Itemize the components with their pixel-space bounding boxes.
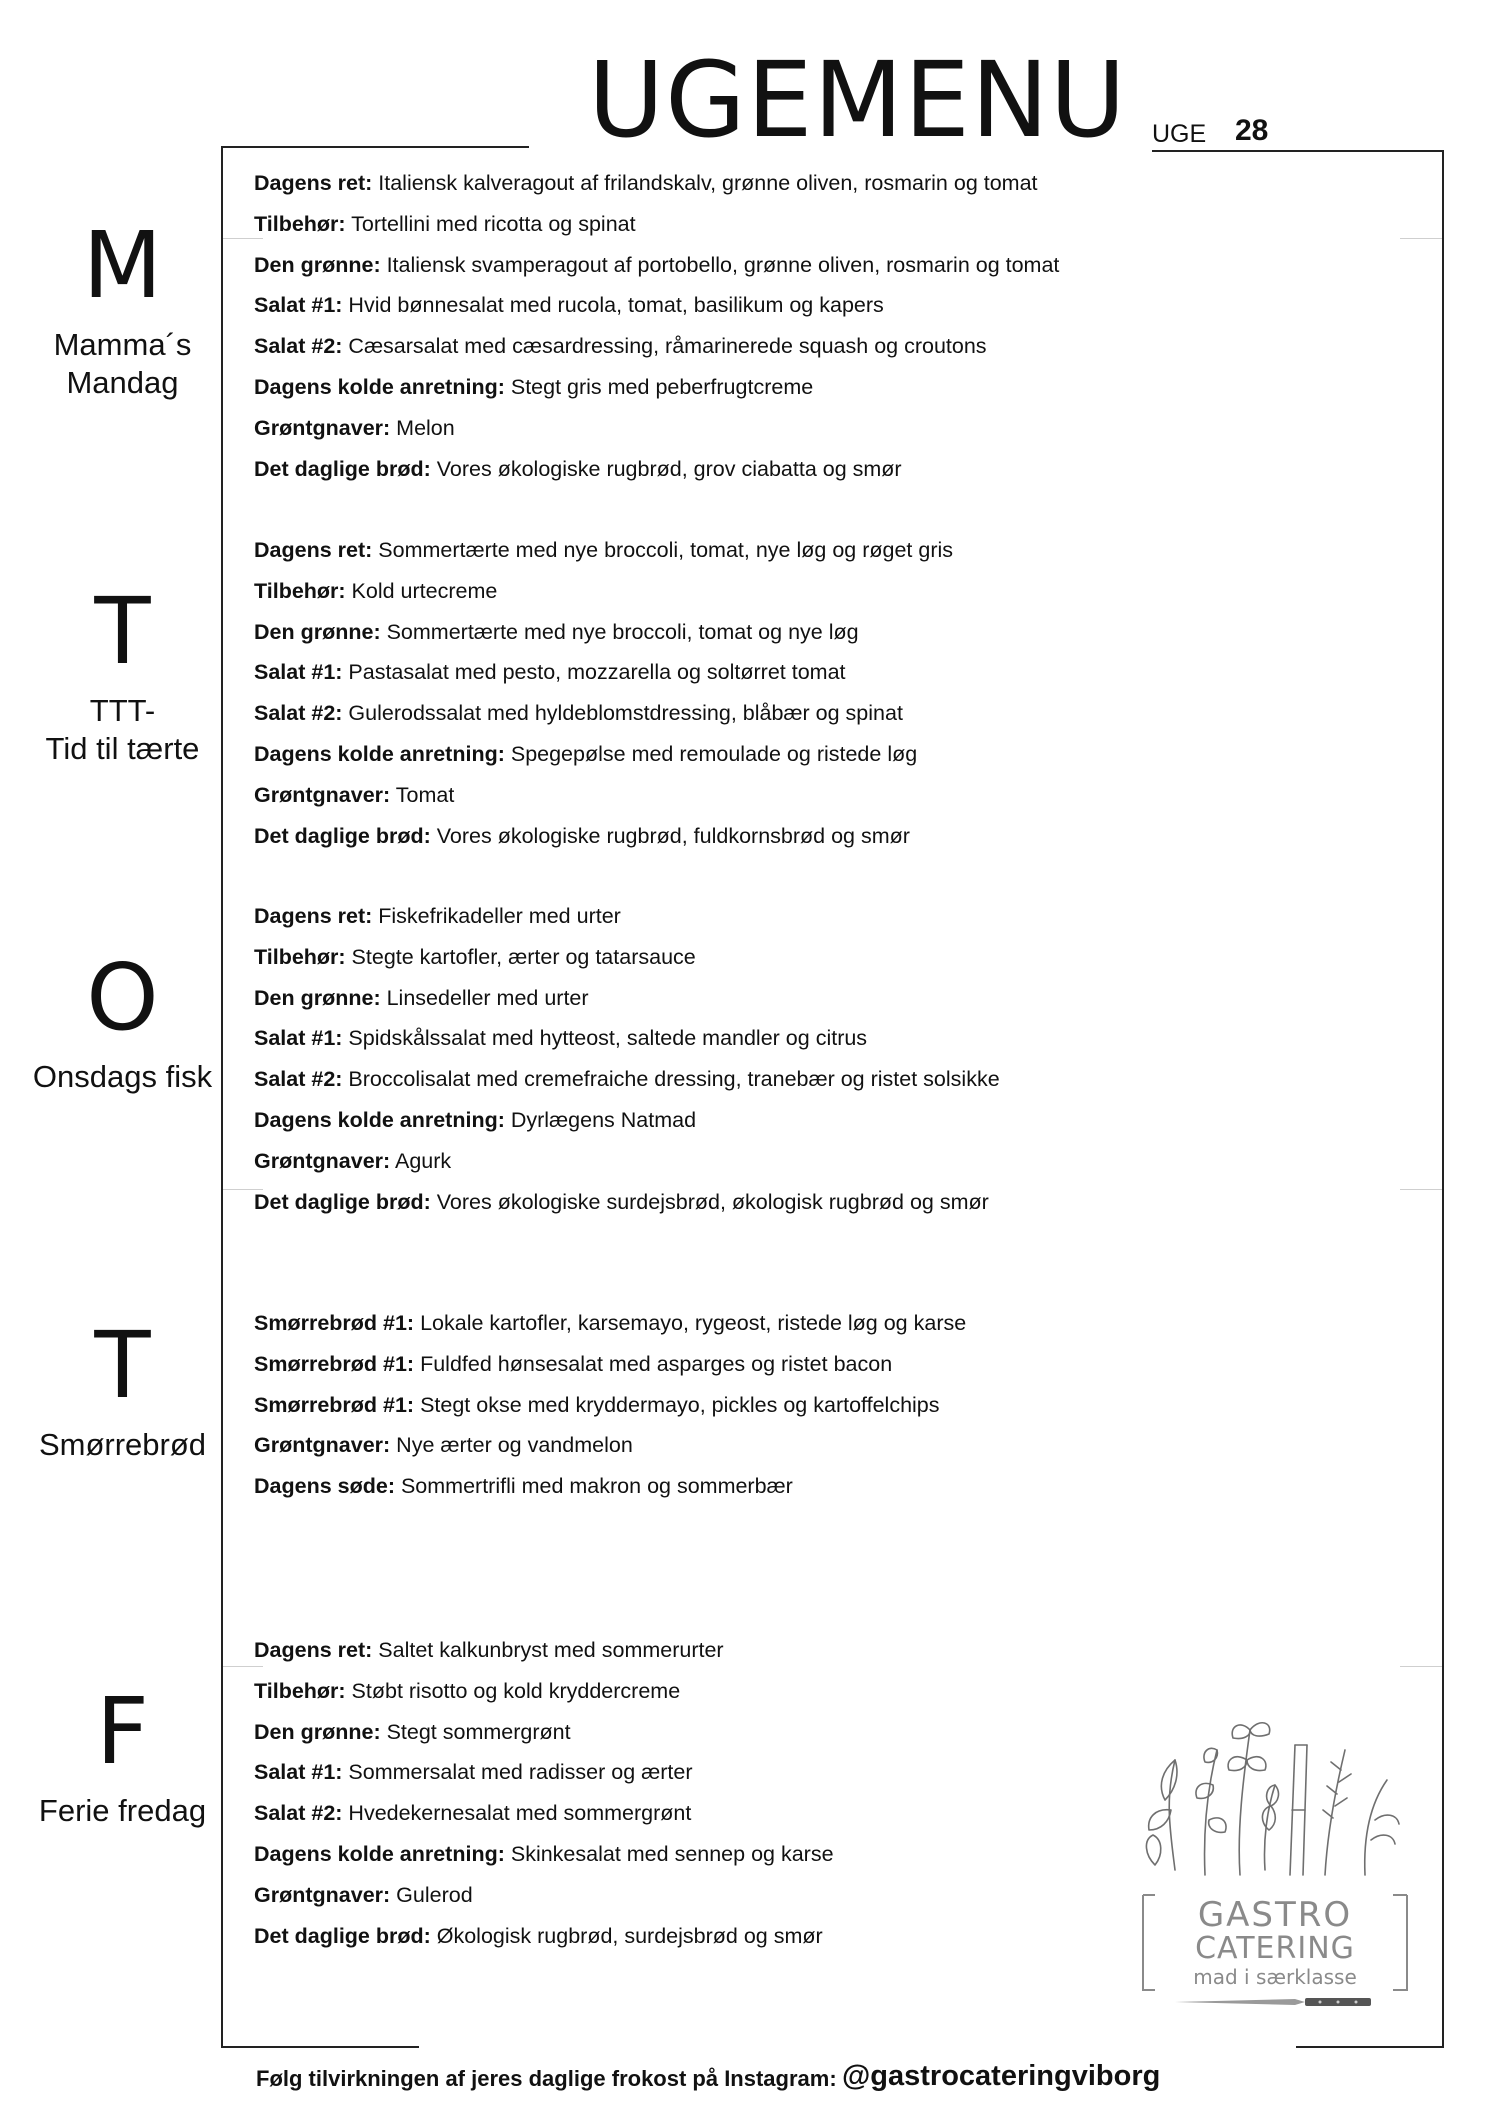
menu-item-text: Sommertærte med nye broccoli, tomat og nye løg — [380, 619, 859, 644]
menu-item — [254, 1018, 1214, 1059]
separator-line — [1400, 1666, 1442, 1667]
menu-item — [254, 1466, 1214, 1507]
day-letter: O — [86, 944, 159, 1051]
menu-item-text: Hvedekernesalat med sommergrønt — [342, 1801, 692, 1826]
menu-item-label: Dagens søde: — [254, 1474, 395, 1499]
menu-item — [254, 1875, 1214, 1916]
menu-item — [254, 612, 1214, 653]
menu-item-label: Salat #1: — [254, 293, 343, 318]
menu-item-label: Tilbehør: — [254, 578, 346, 603]
day-letter: T — [94, 578, 151, 685]
menu-thursday — [254, 1303, 1214, 1507]
menu-item — [254, 163, 1214, 204]
day-name-line: TTT- — [89, 693, 156, 728]
week-label: UGE — [1152, 120, 1207, 148]
menu-item-text: Cæsarsalat med cæsardressing, råmarinerede squash og croutons — [342, 334, 987, 359]
menu-item-label: Dagens kolde anretning: — [254, 374, 505, 399]
menu-item — [254, 1059, 1214, 1100]
day-label-monday — [20, 212, 225, 402]
page-title: UGEMENU — [588, 39, 1127, 161]
menu-item-text: Økologisk rugbrød, surdejsbrød og smør — [430, 1923, 823, 1948]
menu-item-text: Pastasalat med pesto, mozzarella og soltørret tomat — [342, 660, 846, 685]
menu-item-text: Spegepølse med remoulade og ristede løg — [504, 741, 918, 766]
menu-item-text: Sommertrifli med makron og sommerbær — [394, 1474, 793, 1499]
menu-item-text: Melon — [390, 415, 455, 440]
menu-item-label: Dagens ret: — [254, 538, 373, 562]
menu-item-text: Hvid bønnesalat med rucola, tomat, basilikum og kapers — [342, 293, 884, 318]
menu-item-text: Kold urtecreme — [345, 578, 498, 603]
menu-item — [254, 937, 1214, 978]
menu-item-label: Grøntgnaver: — [254, 1433, 391, 1458]
menu-item-text: Gulerod — [390, 1882, 473, 1907]
menu-item-label: Grøntgnaver: — [254, 1882, 391, 1907]
menu-item — [254, 245, 1214, 286]
menu-item-label: Salat #1: — [254, 1026, 343, 1051]
menu-item-label: Tilbehør: — [254, 1678, 346, 1703]
menu-item-text: Dyrlægens Natmad — [504, 1107, 697, 1132]
day-name-line: Tid til tærte — [45, 731, 200, 766]
menu-item — [254, 734, 1214, 775]
menu-item-text: Sommersalat med radisser og ærter — [342, 1760, 693, 1785]
herbs-illustration-icon — [1135, 1690, 1415, 2010]
menu-item — [254, 1671, 1214, 1712]
logo-line-2: CATERING — [1195, 1931, 1355, 1966]
separator-line — [1400, 1189, 1442, 1190]
menu-item — [254, 1425, 1214, 1466]
frame-bottom-left — [221, 2046, 419, 2048]
menu-tuesday — [254, 530, 1214, 856]
menu-item-text: Spidskålssalat med hytteost, saltede mandler og citrus — [342, 1026, 868, 1051]
menu-monday — [254, 163, 1214, 489]
menu-item — [254, 652, 1214, 693]
menu-item-text: Vores økologiske surdejsbrød, økologisk rugbrød og smør — [430, 1189, 989, 1214]
menu-item-label: Den grønne: — [254, 619, 381, 644]
menu-friday — [254, 1630, 1214, 1956]
menu-item — [254, 449, 1214, 490]
menu-item-text: Italiensk kalveragout af frilandskalv, grønne oliven, rosmarin og tomat — [372, 171, 1038, 195]
day-name — [20, 326, 225, 402]
menu-item-text: Saltet kalkunbryst med sommerurter — [372, 1638, 724, 1662]
menu-item-text: Linsedeller med urter — [380, 985, 589, 1010]
menu-item — [254, 1344, 1214, 1385]
frame-right — [1442, 150, 1444, 2048]
menu-item — [254, 408, 1214, 449]
day-name-line: Mandag — [66, 365, 179, 400]
menu-item-label: Salat #2: — [254, 1067, 343, 1092]
menu-item-label: Grøntgnaver: — [254, 415, 391, 440]
menu-item-text: Stegt gris med peberfrugtcreme — [504, 374, 814, 399]
menu-item-label: Dagens kolde anretning: — [254, 1107, 505, 1132]
separator-line — [1400, 238, 1442, 239]
menu-item-label: Salat #2: — [254, 1801, 343, 1826]
menu-item-text: Stegt okse med kryddermayo, pickles og kartoffelchips — [414, 1392, 940, 1417]
logo-tagline: mad i særklasse — [1193, 1965, 1357, 1989]
menu-item-label: Smørrebrød #1: — [254, 1392, 415, 1417]
menu-item-label: Salat #2: — [254, 701, 343, 726]
menu-item-label: Det daglige brød: — [254, 1189, 431, 1214]
menu-item — [254, 285, 1214, 326]
menu-item-label: Dagens kolde anretning: — [254, 741, 505, 766]
menu-item-label: Salat #1: — [254, 1760, 343, 1785]
menu-item-label: Dagens ret: — [254, 904, 373, 928]
menu-item-text: Fiskefrikadeller med urter — [372, 904, 621, 928]
day-label-tuesday — [20, 578, 225, 768]
menu-item — [254, 978, 1214, 1019]
frame-underline-week — [1152, 150, 1444, 152]
menu-item-label: Tilbehør: — [254, 944, 346, 969]
day-label-thursday — [20, 1312, 225, 1464]
menu-item-label: Det daglige brød: — [254, 456, 431, 481]
menu-item-text: Italiensk svamperagout af portobello, grønne oliven, rosmarin og tomat — [380, 252, 1060, 277]
day-name — [20, 1058, 225, 1096]
menu-item-label: Smørrebrød #1: — [254, 1311, 415, 1335]
menu-wednesday — [254, 896, 1214, 1222]
menu-item-text: Agurk — [390, 1148, 452, 1173]
day-name — [20, 1792, 225, 1830]
menu-item — [254, 204, 1214, 245]
day-name-line: Ferie fredag — [38, 1793, 207, 1828]
day-name-line: Onsdags fisk — [32, 1059, 213, 1094]
menu-item-label: Dagens kolde anretning: — [254, 1841, 505, 1866]
menu-item — [254, 896, 1214, 937]
knife-icon — [1175, 1998, 1371, 2006]
menu-item-label: Den grønne: — [254, 985, 381, 1010]
menu-item — [254, 1303, 1214, 1344]
menu-item-label: Det daglige brød: — [254, 1923, 431, 1948]
menu-item-label: Salat #1: — [254, 660, 343, 685]
day-name — [20, 1426, 225, 1464]
menu-item-text: Sommertærte med nye broccoli, tomat, nye løg og røget gris — [372, 538, 954, 562]
menu-item-label: Smørrebrød #1: — [254, 1351, 415, 1376]
menu-item — [254, 1916, 1214, 1957]
menu-item — [254, 1752, 1214, 1793]
menu-item — [254, 693, 1214, 734]
frame-top-left — [222, 146, 529, 148]
menu-item-label: Tilbehør: — [254, 211, 346, 236]
instagram-handle-link[interactable]: @gastrocateringviborg — [842, 2060, 1161, 2092]
menu-item — [254, 775, 1214, 816]
menu-item — [254, 1712, 1214, 1753]
menu-item-text: Tortellini med ricotta og spinat — [345, 211, 636, 236]
menu-item-label: Grøntgnaver: — [254, 1148, 391, 1173]
gastro-catering-logo — [1135, 1690, 1415, 2010]
menu-item — [254, 530, 1214, 571]
menu-item-text: Støbt risotto og kold kryddercreme — [345, 1678, 681, 1703]
menu-item — [254, 1182, 1214, 1223]
day-name-line: Smørrebrød — [38, 1427, 207, 1462]
menu-item-text: Stegte kartofler, ærter og tatarsauce — [345, 944, 696, 969]
menu-item — [254, 1141, 1214, 1182]
menu-item-label: Dagens ret: — [254, 1638, 373, 1662]
menu-item — [254, 571, 1214, 612]
frame-bottom-right — [1296, 2046, 1444, 2048]
menu-item-label: Det daglige brød: — [254, 823, 431, 848]
menu-item-text: Tomat — [390, 782, 455, 807]
menu-item-label: Den grønne: — [254, 252, 381, 277]
footer-instagram-text: Følg tilvirkningen af jeres daglige frokost på Instagram: — [256, 2066, 837, 2091]
logo-line-1: GASTRO — [1197, 1895, 1353, 1935]
menu-item-text: Lokale kartofler, karsemayo, rygeost, ristede løg og karse — [414, 1311, 967, 1335]
day-label-wednesday — [20, 944, 225, 1096]
menu-item-text: Stegt sommergrønt — [380, 1719, 571, 1744]
menu-item-text: Skinkesalat med sennep og karse — [504, 1841, 834, 1866]
menu-item-text: Fuldfed hønsesalat med asparges og ristet bacon — [414, 1351, 893, 1376]
day-letter: F — [96, 1678, 149, 1785]
day-label-friday — [20, 1678, 225, 1830]
week-number: 28 — [1235, 114, 1269, 147]
menu-item-text: Gulerodssalat med hyldeblomstdressing, blåbær og spinat — [342, 701, 903, 726]
menu-item-text: Nye ærter og vandmelon — [390, 1433, 633, 1458]
menu-item-label: Grøntgnaver: — [254, 782, 391, 807]
menu-item-text: Vores økologiske rugbrød, grov ciabatta og smør — [430, 456, 902, 481]
menu-item-label: Salat #2: — [254, 334, 343, 359]
day-name-line: Mamma´s — [53, 327, 192, 362]
day-letter: T — [94, 1312, 151, 1419]
menu-item — [254, 1100, 1214, 1141]
menu-item — [254, 816, 1214, 857]
day-name — [20, 692, 225, 768]
menu-item-text: Broccolisalat med cremefraiche dressing, tranebær og ristet solsikke — [342, 1067, 1000, 1092]
menu-item-label: Dagens ret: — [254, 171, 373, 195]
menu-item-label: Den grønne: — [254, 1719, 381, 1744]
menu-item-text: Vores økologiske rugbrød, fuldkornsbrød og smør — [430, 823, 910, 848]
menu-item — [254, 1630, 1214, 1671]
day-letter: M — [82, 212, 163, 319]
menu-item — [254, 1385, 1214, 1426]
menu-item — [254, 367, 1214, 408]
menu-item — [254, 1793, 1214, 1834]
menu-item — [254, 1834, 1214, 1875]
menu-item — [254, 326, 1214, 367]
